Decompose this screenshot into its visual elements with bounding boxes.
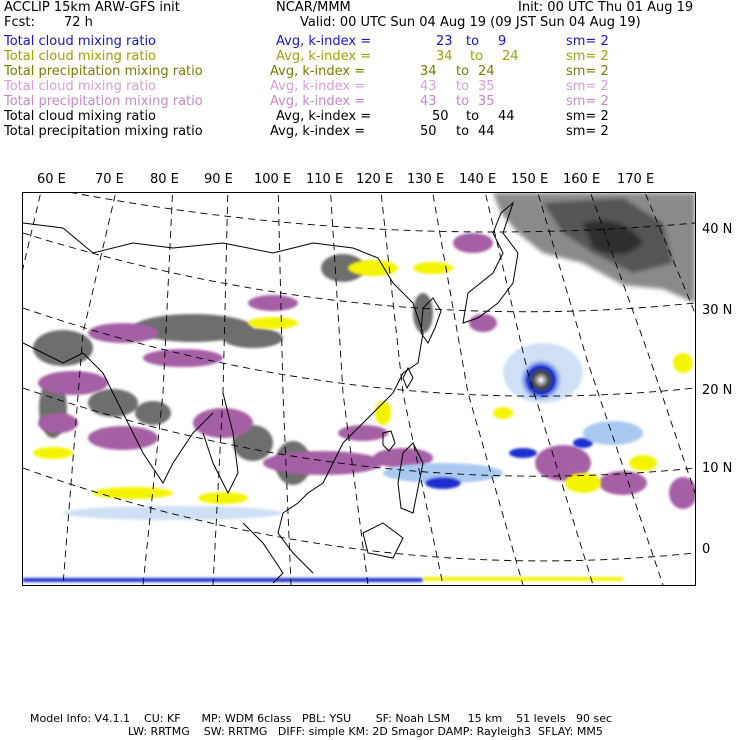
legend-sm: sm= 2: [566, 124, 609, 139]
borneo: [363, 523, 403, 558]
meridian-line: [23, 193, 43, 353]
legend-k1: 43: [420, 79, 437, 94]
legend-k2: 44: [498, 109, 515, 124]
legend-k2: 35: [478, 79, 495, 94]
lat-label: 0: [702, 542, 711, 557]
legend-k1: 34: [436, 49, 453, 64]
legend-to: to: [456, 64, 470, 79]
lon-label: 160 E: [563, 172, 601, 187]
lon-label: 150 E: [511, 172, 549, 187]
lon-label: 70 E: [95, 172, 124, 187]
legend-k1: 50: [420, 124, 437, 139]
model-info-line-1: Model Info: V4.1.1 CU: KF MP: WDM 6class PBL: YSU SF: Noah LSM 15 km 51 levels 90 sec: [30, 712, 613, 725]
model-title: ACCLIP 15km ARW-GFS init: [4, 0, 180, 15]
legend-avg: Avg, k-index =: [270, 79, 366, 94]
legend-field: Total precipitation mixing ratio: [4, 64, 203, 79]
lon-label: 130 E: [407, 172, 445, 187]
lon-label: 110 E: [306, 172, 344, 187]
weather-map: [23, 193, 695, 585]
legend-to: to: [466, 34, 480, 49]
legend-sm: sm= 2: [566, 64, 609, 79]
model-info-line-2: LW: RRTMG SW: RRTMG DIFF: simple KM: 2D Smagor DAMP: Rayleigh3 SFLAY: MM5: [128, 725, 603, 738]
lat-label: 20 N: [702, 383, 733, 398]
legend-field: Total cloud mixing ratio: [4, 109, 157, 124]
lon-label: 100 E: [254, 172, 292, 187]
legend-field: Total cloud mixing ratio: [4, 34, 157, 49]
gray-cloud-mass-northeast: [493, 193, 695, 303]
legend-avg: Avg, k-index =: [270, 124, 366, 139]
lon-label: 120 E: [356, 172, 394, 187]
legend-k2: 9: [498, 34, 507, 49]
init-time: Init: 00 UTC Thu 01 Aug 19: [518, 0, 694, 15]
legend-avg: Avg, k-index =: [276, 109, 372, 124]
map-panel: [22, 192, 696, 586]
forecast-hour: 72 h: [64, 15, 93, 30]
legend-k1: 43: [420, 94, 437, 109]
legend-k1: 23: [436, 34, 453, 49]
lon-label: 80 E: [150, 172, 179, 187]
legend-to: to: [466, 109, 480, 124]
legend-to: to: [470, 49, 484, 64]
legend-to: to: [456, 79, 470, 94]
legend-field: Total cloud mixing ratio: [4, 49, 157, 64]
center-name: NCAR/MMM: [276, 0, 351, 15]
legend-k2: 24: [502, 49, 519, 64]
legend-k2: 24: [478, 64, 495, 79]
legend-avg: Avg, k-index =: [276, 34, 372, 49]
legend-field: Total cloud mixing ratio: [4, 79, 157, 94]
lon-label: 60 E: [37, 172, 66, 187]
lon-label: 90 E: [204, 172, 233, 187]
forecast-label: Fcst:: [4, 15, 35, 30]
legend-sm: sm= 2: [566, 79, 609, 94]
lat-label: 40 N: [702, 222, 733, 237]
legend-field: Total precipitation mixing ratio: [4, 124, 203, 139]
legend-k1: 34: [420, 64, 437, 79]
valid-time: Valid: 00 UTC Sun 04 Aug 19 (09 JST Sun 04 Aug 19): [300, 15, 641, 30]
legend-avg: Avg, k-index =: [276, 49, 372, 64]
legend-sm: sm= 2: [566, 34, 609, 49]
legend-sm: sm= 2: [566, 49, 609, 64]
legend-avg: Avg, k-index =: [270, 94, 366, 109]
sumatra: [243, 523, 283, 583]
lon-label: 170 E: [617, 172, 655, 187]
lon-label: 140 E: [459, 172, 497, 187]
legend-field: Total precipitation mixing ratio: [4, 94, 203, 109]
legend-k2: 44: [478, 124, 495, 139]
legend-sm: sm= 2: [566, 94, 609, 109]
lat-label: 10 N: [702, 461, 733, 476]
mixing-ratio-fields: [23, 193, 695, 582]
meridian-line: [213, 193, 228, 585]
meridian-line: [143, 193, 173, 585]
legend-to: to: [456, 124, 470, 139]
parallel-line: [23, 308, 695, 396]
legend-k2: 35: [478, 94, 495, 109]
legend-k1: 50: [432, 109, 449, 124]
legend-to: to: [456, 94, 470, 109]
legend-sm: sm= 2: [566, 109, 609, 124]
taiwan: [403, 368, 413, 388]
lat-label: 30 N: [702, 303, 733, 318]
legend-avg: Avg, k-index =: [270, 64, 366, 79]
